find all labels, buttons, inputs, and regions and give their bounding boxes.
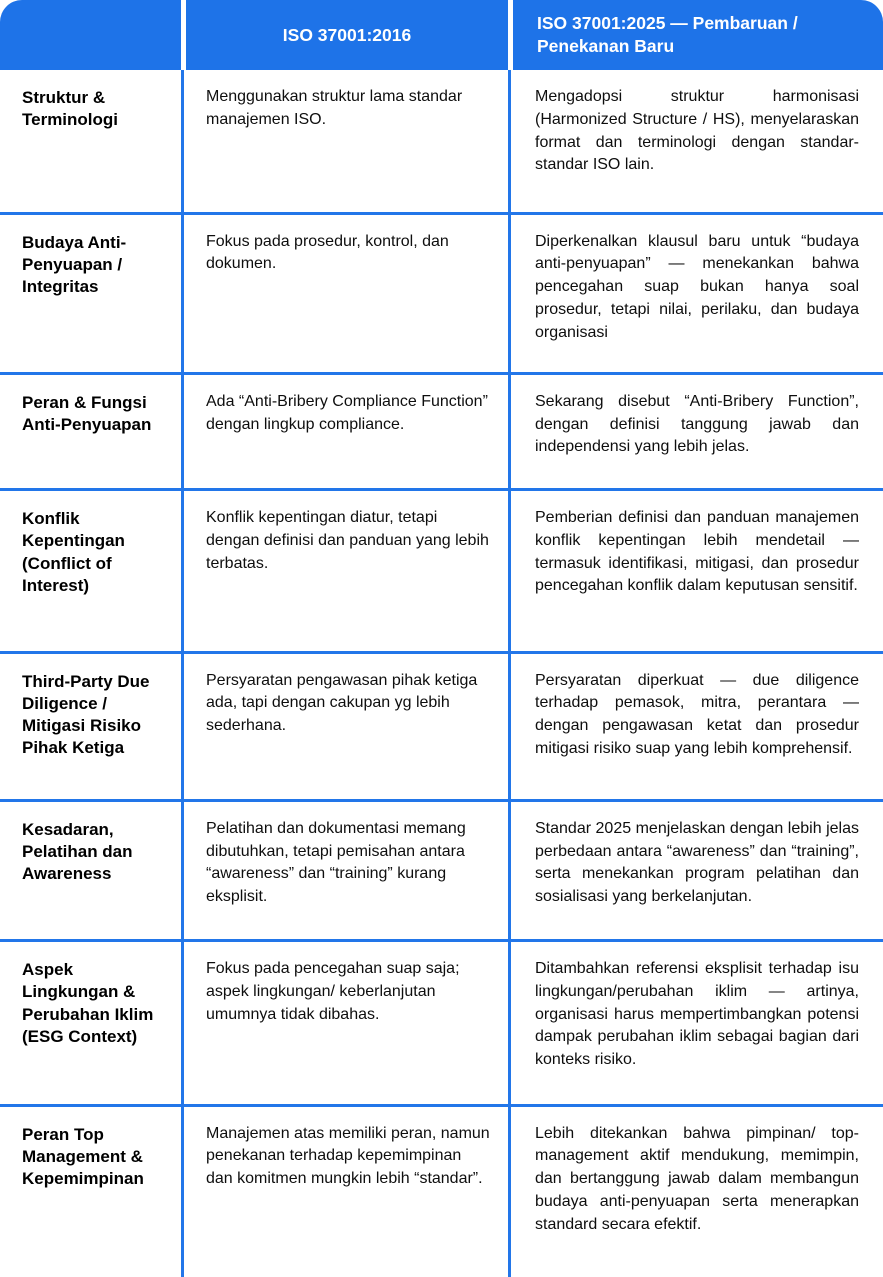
header-iso-2025: ISO 37001:2025 — Pembaruan / Penekanan Baru xyxy=(508,0,883,70)
row-label-third-party-due-diligence: Third-Party Due Diligence / Mitigasi Risiko Pihak Ketiga xyxy=(0,651,181,799)
cell-2025: Ditambahkan referensi eksplisit terhadap isu lingkungan/perubahan iklim — artinya, organisasi harus mempertimbangkan potensi dampak perubahan iklim sebagai bagian dari konteks risiko. xyxy=(508,939,883,1103)
cell-2016: Ada “Anti-Bribery Compliance Function” dengan lingkup compliance. xyxy=(181,372,508,488)
row-label-konflik-kepentingan: Konflik Kepentingan (Conflict of Interest) xyxy=(0,488,181,650)
row-label-struktur-terminologi: Struktur & Terminologi xyxy=(0,70,181,211)
header-iso-2016: ISO 37001:2016 xyxy=(181,0,508,70)
cell-2016: Menggunakan struktur lama standar manajemen ISO. xyxy=(181,70,508,211)
row-label-kesadaran-pelatihan: Kesadaran, Pelatihan dan Awareness xyxy=(0,799,181,939)
cell-2025: Diperkenalkan klausul baru untuk “budaya anti-penyuapan” — menekankan bahwa pencegahan suap bukan hanya soal prosedur, tetapi nilai, perilaku, dan budaya organisasi xyxy=(508,212,883,372)
row-label-aspek-lingkungan-esg: Aspek Lingkungan & Perubahan Iklim (ESG Context) xyxy=(0,939,181,1103)
cell-2016: Persyaratan pengawasan pihak ketiga ada, tapi dengan cakupan yg lebih sederhana. xyxy=(181,651,508,799)
cell-2025: Persyaratan diperkuat — due diligence terhadap pemasok, mitra, perantara — dengan pengawasan ketat dan prosedur mitigasi risiko suap yang lebih komprehensif. xyxy=(508,651,883,799)
cell-2025: Sekarang disebut “Anti-Bribery Function”, dengan definisi tanggung jawab dan independensi yang lebih jelas. xyxy=(508,372,883,488)
cell-2025: Mengadopsi struktur harmonisasi (Harmonized Structure / HS), menyelaraskan format dan terminologi dengan standar-standar ISO lain. xyxy=(508,70,883,211)
cell-2025: Pemberian definisi dan panduan manajemen konflik kepentingan lebih mendetail — termasuk identifikasi, mitigasi, dan prosedur pencegahan konflik dalam keputusan sensitif. xyxy=(508,488,883,650)
cell-2016: Konflik kepentingan diatur, tetapi dengan definisi dan panduan yang lebih terbatas. xyxy=(181,488,508,650)
cell-2016: Fokus pada prosedur, kontrol, dan dokumen. xyxy=(181,212,508,372)
row-label-peran-fungsi: Peran & Fungsi Anti-Penyuapan xyxy=(0,372,181,488)
row-label-peran-top-management: Peran Top Management & Kepemimpinan xyxy=(0,1104,181,1277)
header-empty-cell xyxy=(0,0,181,70)
cell-2016: Manajemen atas memiliki peran, namun penekanan terhadap kepemimpinan dan komitmen mungkin lebih “standar”. xyxy=(181,1104,508,1277)
cell-2016: Pelatihan dan dokumentasi memang dibutuhkan, tetapi pemisahan antara “awareness” dan “training” kurang eksplisit. xyxy=(181,799,508,939)
row-label-budaya-anti-penyuapan: Budaya Anti-Penyuapan / Integritas xyxy=(0,212,181,372)
cell-2025: Standar 2025 menjelaskan dengan lebih jelas perbedaan antara “awareness” dan “training”, serta menekankan program pelatihan dan sosialisasi yang berkelanjutan. xyxy=(508,799,883,939)
cell-2016: Fokus pada pencegahan suap saja; aspek lingkungan/ keberlanjutan umumnya tidak dibahas. xyxy=(181,939,508,1103)
cell-2025: Lebih ditekankan bahwa pimpinan/ top-management aktif mendukung, memimpin, dan bertanggung jawab dalam membangun budaya anti-penyuapan serta menerapkan standard secara efektif. xyxy=(508,1104,883,1277)
